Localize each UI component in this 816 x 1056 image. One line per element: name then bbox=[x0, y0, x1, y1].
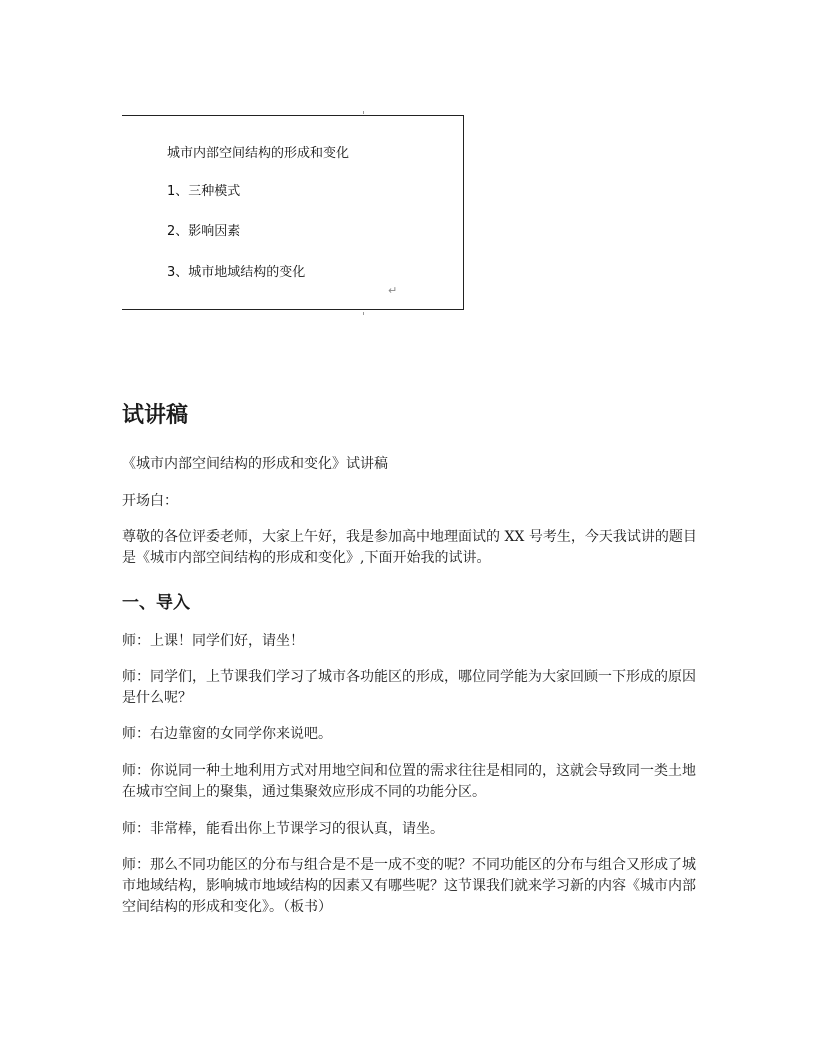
corner-mark-bottom bbox=[363, 312, 364, 315]
section-heading-intro: 一、导入 bbox=[122, 593, 190, 613]
corner-mark-top bbox=[363, 111, 364, 114]
dialogue-line: 师：非常棒，能看出你上节课学习的很认真，请坐。 bbox=[122, 821, 444, 837]
paragraph-return-icon: ↵ bbox=[388, 284, 398, 297]
blackboard-item: 2、影响因素 bbox=[167, 224, 241, 239]
blackboard-title: 城市内部空间结构的形成和变化 bbox=[167, 146, 350, 161]
document-subtitle: 《城市内部空间结构的形成和变化》试讲稿 bbox=[122, 456, 388, 472]
blackboard-design-box bbox=[122, 115, 464, 310]
dialogue-line: 师：右边靠窗的女同学你来说吧。 bbox=[122, 726, 332, 742]
opening-paragraph: 尊敬的各位评委老师，大家上午好，我是参加高中地理面试的 XX 号考生，今天我试讲的题目是《城市内部空间结构的形成和变化》,下面开始我的试讲。 bbox=[122, 529, 697, 566]
document-heading: 试讲稿 bbox=[122, 403, 189, 428]
dialogue-line: 师：那么不同功能区的分布与组合是不是一成不变的呢？不同功能区的分布与组合又形成了城市地域结构，影响城市地域结构的因素又有哪些呢？这节课我们就来学习新的内容《城市内部空间结构的形成和变化》。（板书） bbox=[122, 857, 696, 915]
opening-label: 开场白： bbox=[122, 493, 178, 509]
dialogue-line: 师：你说同一种土地利用方式对用地空间和位置的需求往往是相同的，这就会导致同一类土地在城市空间上的聚集，通过集聚效应形成不同的功能分区。 bbox=[122, 763, 696, 800]
blackboard-item: 3、城市地域结构的变化 bbox=[167, 265, 306, 280]
blackboard-item: 1、三种模式 bbox=[167, 184, 241, 199]
dialogue-line: 师：上课！同学们好，请坐！ bbox=[122, 633, 304, 649]
dialogue-line: 师：同学们，上节课我们学习了城市各功能区的形成，哪位同学能为大家回顾一下形成的原因是什么呢？ bbox=[122, 669, 696, 706]
